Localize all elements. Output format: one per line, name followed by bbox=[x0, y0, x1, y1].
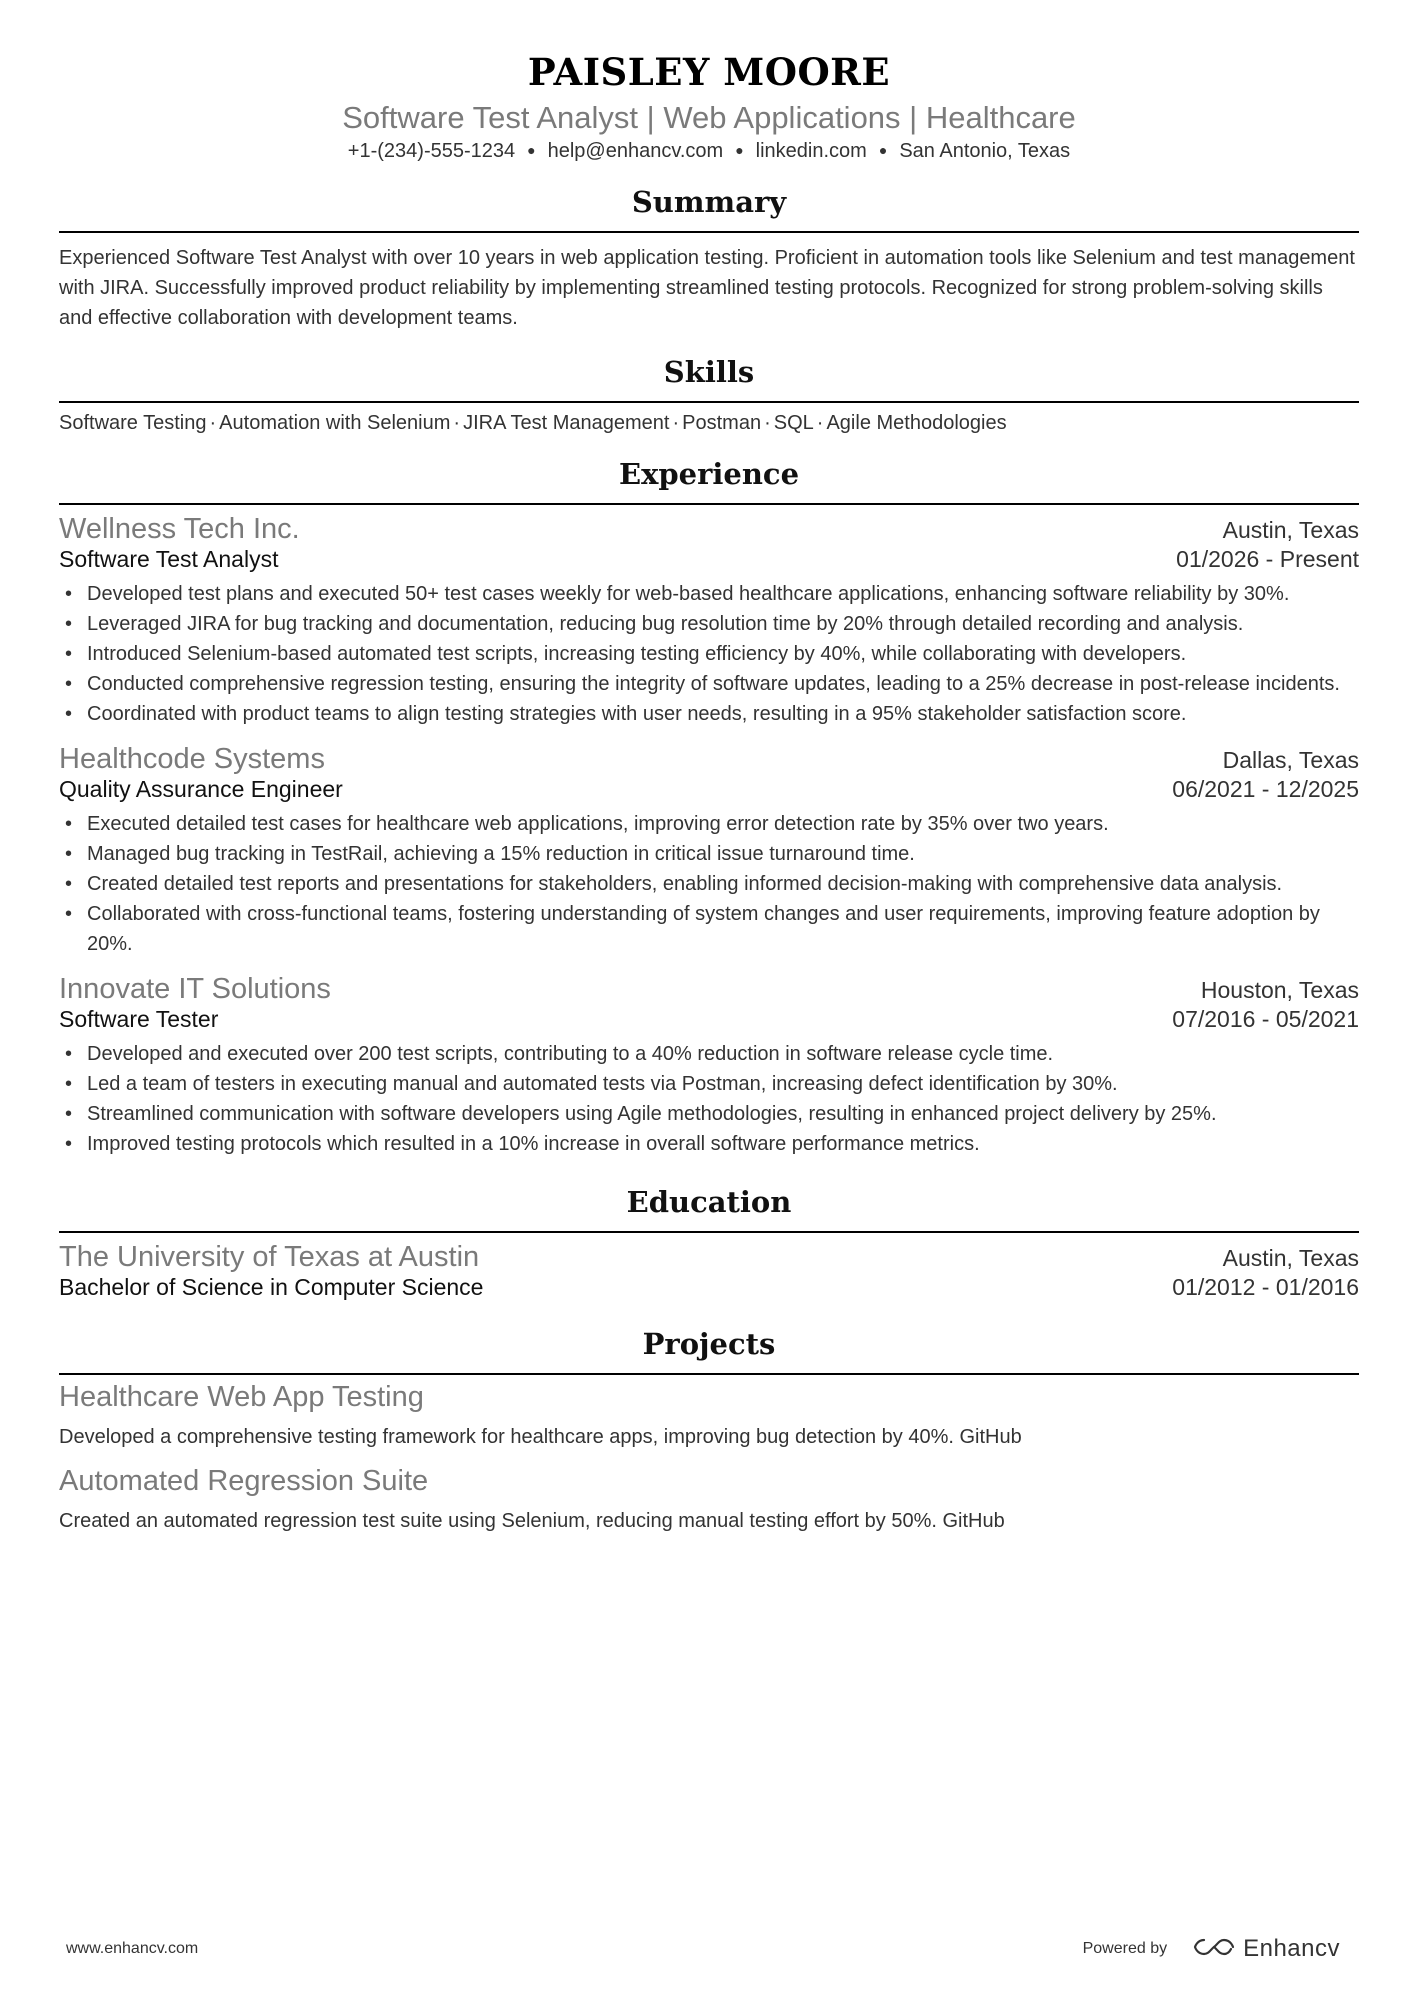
bullet-item bbox=[59, 899, 1359, 959]
summary-section bbox=[59, 185, 1359, 333]
job-dates: 07/2016 - 05/2021 bbox=[1172, 1006, 1359, 1032]
bullet-item bbox=[59, 579, 1359, 609]
section-title-experience: Experience bbox=[618, 457, 800, 491]
separator-dot: ● bbox=[735, 142, 744, 158]
resume-page bbox=[59, 0, 1359, 1533]
footer-branding bbox=[1083, 1935, 1340, 1963]
bullet-text: Coordinated with product teams to align testing strategies with user needs, resulting in a 95% stakeholder satisfaction score. bbox=[87, 703, 1187, 725]
skill-item: Agile Methodologies bbox=[826, 412, 1007, 434]
skill-item: SQL bbox=[773, 412, 814, 434]
section-divider bbox=[59, 1231, 1359, 1233]
school-name: The University of Texas at Austin bbox=[59, 1241, 480, 1273]
project-description: Developed a comprehensive testing framework for healthcare apps, improving bug detection by 40%. GitHub bbox=[59, 1426, 1022, 1448]
separator-dot: · bbox=[453, 412, 461, 434]
company-name: Healthcode Systems bbox=[59, 743, 325, 775]
bullet-text: Developed test plans and executed 50+ test cases weekly for web-based healthcare applications, enhancing software reliability by 30%. bbox=[87, 583, 1290, 605]
company-name: Innovate IT Solutions bbox=[59, 973, 331, 1005]
bullet-item bbox=[59, 1099, 1359, 1129]
bullet-icon: • bbox=[65, 903, 73, 925]
powered-by-label: Powered by bbox=[1082, 1940, 1168, 1957]
bullet-text: Introduced Selenium-based automated test scripts, increasing testing efficiency by 40%, while collaborating with developers. bbox=[87, 643, 1187, 665]
bullet-icon: • bbox=[65, 1103, 73, 1125]
separator-dot: · bbox=[209, 412, 217, 434]
skills-section bbox=[59, 355, 1359, 435]
section-divider bbox=[59, 1373, 1359, 1375]
bullet-text: Leveraged JIRA for bug tracking and documentation, reducing bug resolution time by 20% through detailed recording and analysis. bbox=[87, 613, 1244, 635]
contact-line bbox=[59, 140, 1359, 163]
project-description: Created an automated regression test suite using Selenium, reducing manual testing effort by 50%. GitHub bbox=[59, 1510, 1005, 1532]
bullet-item bbox=[59, 869, 1359, 899]
bullet-item bbox=[59, 609, 1359, 639]
separator-dot: · bbox=[816, 412, 824, 434]
skills-list bbox=[59, 412, 1359, 435]
bullet-icon: • bbox=[65, 1043, 73, 1065]
bullet-text: Managed bug tracking in TestRail, achieving a 15% reduction in critical issue turnaround time. bbox=[87, 843, 915, 865]
section-title-education: Education bbox=[626, 1185, 792, 1219]
brand-name: Enhancv bbox=[1243, 1935, 1340, 1962]
experience-entry bbox=[59, 513, 1359, 729]
bullet-item bbox=[59, 1039, 1359, 1069]
section-title-summary: Summary bbox=[631, 185, 787, 219]
skill-item: Software Testing bbox=[59, 412, 207, 434]
summary-text: Experienced Software Test Analyst with over 10 years in web application testing. Proficient in automation tools like Selenium and test management with JIRA. Successfully improved product reliability by implementing streamlined testing protocols. Recognized for strong problem-solving skills and effective collaboration with development teams. bbox=[59, 247, 1355, 329]
job-dates: 06/2021 - 12/2025 bbox=[1172, 776, 1359, 802]
education-entry bbox=[59, 1241, 1359, 1301]
bullet-item bbox=[59, 699, 1359, 729]
project-entry bbox=[59, 1465, 1359, 1533]
linkedin-link[interactable]: linkedin.com bbox=[755, 140, 867, 162]
job-title: Software Tester bbox=[59, 1006, 219, 1032]
bullet-text: Streamlined communication with software developers using Agile methodologies, resulting in enhanced project delivery by 25%. bbox=[87, 1103, 1217, 1125]
footer-url-link[interactable]: www.enhancv.com bbox=[66, 1940, 199, 1957]
project-title: Automated Regression Suite bbox=[59, 1465, 429, 1497]
separator-dot: · bbox=[764, 412, 771, 434]
bullet-icon: • bbox=[65, 813, 73, 835]
project-title: Healthcare Web App Testing bbox=[59, 1381, 424, 1413]
school-location: Austin, Texas bbox=[1222, 1245, 1359, 1271]
bullet-item bbox=[59, 1129, 1359, 1159]
enhancv-logo-icon bbox=[1193, 1936, 1235, 1963]
job-title: Quality Assurance Engineer bbox=[59, 776, 343, 802]
job-location: Dallas, Texas bbox=[1222, 747, 1359, 773]
page-footer bbox=[66, 1935, 1340, 1963]
bullet-text: Led a team of testers in executing manual and automated tests via Postman, increasing defect identification by 30%. bbox=[87, 1073, 1118, 1095]
bullet-text: Created detailed test reports and presentations for stakeholders, enabling informed decision-making with comprehensive data analysis. bbox=[87, 873, 1283, 895]
experience-entry bbox=[59, 973, 1359, 1159]
bullet-text: Improved testing protocols which resulted in a 10% increase in overall software performance metrics. bbox=[87, 1133, 980, 1155]
bullet-item bbox=[59, 839, 1359, 869]
email-link[interactable]: help@enhancv.com bbox=[547, 140, 724, 162]
section-title-projects: Projects bbox=[642, 1327, 776, 1361]
section-title-skills: Skills bbox=[663, 355, 755, 389]
skill-item: Automation with Selenium bbox=[219, 412, 451, 434]
phone: +1-(234)-555-1234 bbox=[347, 140, 516, 162]
bullet-icon: • bbox=[65, 873, 73, 895]
bullet-text: Developed and executed over 200 test scripts, contributing to a 40% reduction in software release cycle time. bbox=[87, 1043, 1054, 1065]
separator-dot: ● bbox=[878, 142, 888, 158]
section-divider bbox=[59, 401, 1359, 403]
separator-dot: ● bbox=[527, 142, 536, 158]
bullet-text: Collaborated with cross-functional teams, fostering understanding of system changes and user requirements, improving feature adoption by 20%. bbox=[87, 903, 1320, 955]
job-title: Software Test Analyst bbox=[59, 546, 279, 572]
resume-header bbox=[59, 0, 1359, 163]
degree: Bachelor of Science in Computer Science bbox=[59, 1274, 484, 1300]
bullet-icon: • bbox=[65, 843, 73, 865]
bullet-item bbox=[59, 669, 1359, 699]
location: San Antonio, Texas bbox=[899, 140, 1071, 162]
bullet-icon: • bbox=[65, 703, 73, 725]
skill-item: JIRA Test Management bbox=[463, 412, 670, 434]
bullet-item bbox=[59, 639, 1359, 669]
separator-dot: · bbox=[672, 412, 680, 434]
project-entry bbox=[59, 1381, 1359, 1449]
skill-item: Postman bbox=[682, 412, 762, 434]
job-bullets bbox=[59, 809, 1359, 959]
experience-section bbox=[59, 457, 1359, 1159]
bullet-text: Executed detailed test cases for healthcare web applications, improving error detection rate by 35% over two years. bbox=[87, 813, 1109, 835]
bullet-icon: • bbox=[65, 1073, 73, 1095]
bullet-icon: • bbox=[65, 583, 73, 605]
section-divider bbox=[59, 503, 1359, 505]
job-bullets bbox=[59, 579, 1359, 729]
section-divider bbox=[59, 231, 1359, 233]
experience-entry bbox=[59, 743, 1359, 959]
job-location: Houston, Texas bbox=[1200, 977, 1359, 1003]
candidate-name: PAISLEY MOORE bbox=[527, 50, 891, 94]
company-name: Wellness Tech Inc. bbox=[59, 513, 300, 545]
job-dates: 01/2026 - Present bbox=[1176, 546, 1359, 572]
bullet-item bbox=[59, 809, 1359, 839]
bullet-icon: • bbox=[65, 643, 73, 665]
education-dates: 01/2012 - 01/2016 bbox=[1172, 1274, 1359, 1300]
bullet-icon: • bbox=[65, 673, 73, 695]
bullet-icon: • bbox=[65, 613, 73, 635]
headline: Software Test Analyst | Web Applications | Healthcare bbox=[342, 100, 1076, 135]
education-section bbox=[59, 1185, 1359, 1301]
bullet-item bbox=[59, 1069, 1359, 1099]
job-location: Austin, Texas bbox=[1222, 517, 1359, 543]
bullet-text: Conducted comprehensive regression testing, ensuring the integrity of software updates, leading to a 25% decrease in post-release incidents. bbox=[87, 673, 1340, 695]
bullet-icon: • bbox=[65, 1133, 73, 1155]
projects-section bbox=[59, 1327, 1359, 1533]
job-bullets bbox=[59, 1039, 1359, 1159]
